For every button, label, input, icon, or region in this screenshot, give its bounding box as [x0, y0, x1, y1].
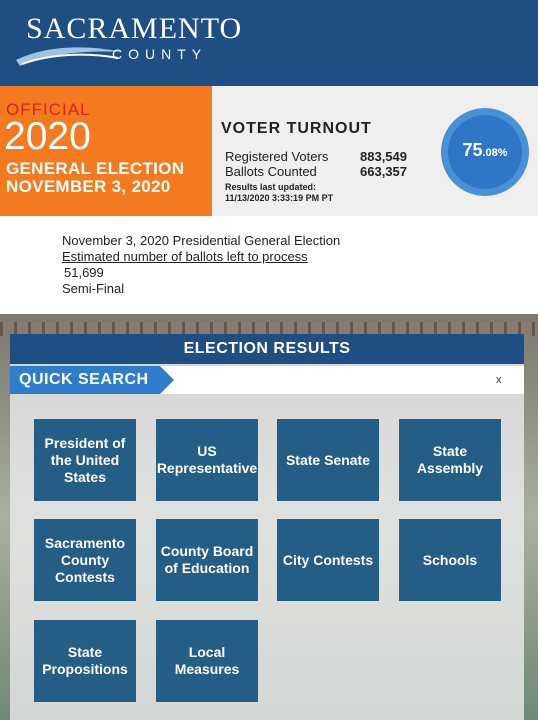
- registered-voters-value: 883,549: [360, 149, 407, 164]
- election-year: 2020: [4, 115, 91, 158]
- tile-board-of-education[interactable]: County Board of Education: [156, 519, 258, 601]
- turnout-percent-text: [448, 140, 522, 161]
- results-status: Semi-Final: [62, 281, 125, 296]
- election-info-title: November 3, 2020 Presidential General Election: [62, 233, 341, 248]
- ballots-counted-label: Ballots Counted: [225, 164, 317, 179]
- sacramento-county-logo[interactable]: [14, 8, 244, 80]
- quick-search-arrow-icon: [160, 366, 174, 394]
- quick-search-close-icon[interactable]: x: [496, 374, 502, 386]
- tile-state-assembly[interactable]: State Assembly: [399, 419, 501, 501]
- tile-state-senate[interactable]: State Senate: [277, 419, 379, 501]
- tile-local-measures[interactable]: Local Measures: [156, 620, 258, 702]
- tile-city-contests[interactable]: City Contests: [277, 519, 379, 601]
- election-type: GENERAL ELECTION: [6, 159, 185, 178]
- ballots-counted-value: 663,357: [360, 164, 407, 179]
- tile-county-contests[interactable]: Sacramento County Contests: [34, 519, 136, 601]
- ballots-left-link[interactable]: Estimated number of ballots left to process: [62, 249, 308, 264]
- ballots-left-count: 51,699: [64, 265, 104, 280]
- turnout-percent-inner: [448, 115, 522, 189]
- turnout-percent-main: 75: [462, 140, 483, 160]
- registered-voters-label: Registered Voters: [225, 149, 329, 164]
- last-updated-label: Results last updated:: [225, 182, 317, 192]
- logo-text-county: COUNTY: [112, 46, 208, 62]
- turnout-percent-ring: [441, 108, 529, 196]
- election-date: NOVEMBER 3, 2020: [6, 177, 171, 196]
- logo-text-sacramento: SACRAMENTO: [26, 12, 243, 45]
- turnout-percent-decimal: .08%: [482, 147, 508, 159]
- voter-turnout-title: VOTER TURNOUT: [221, 120, 372, 137]
- official-label: OFFICIAL: [6, 100, 91, 119]
- quick-search-label[interactable]: QUICK SEARCH: [19, 371, 149, 388]
- last-updated-value: 11/13/2020 3:33:19 PM PT: [225, 193, 334, 203]
- tile-schools[interactable]: Schools: [399, 519, 501, 601]
- election-results-header: ELECTION RESULTS: [10, 334, 524, 364]
- tile-president[interactable]: President of the United States: [34, 419, 136, 501]
- tile-us-representative[interactable]: US Representative: [156, 419, 258, 501]
- tile-state-propositions[interactable]: State Propositions: [34, 620, 136, 702]
